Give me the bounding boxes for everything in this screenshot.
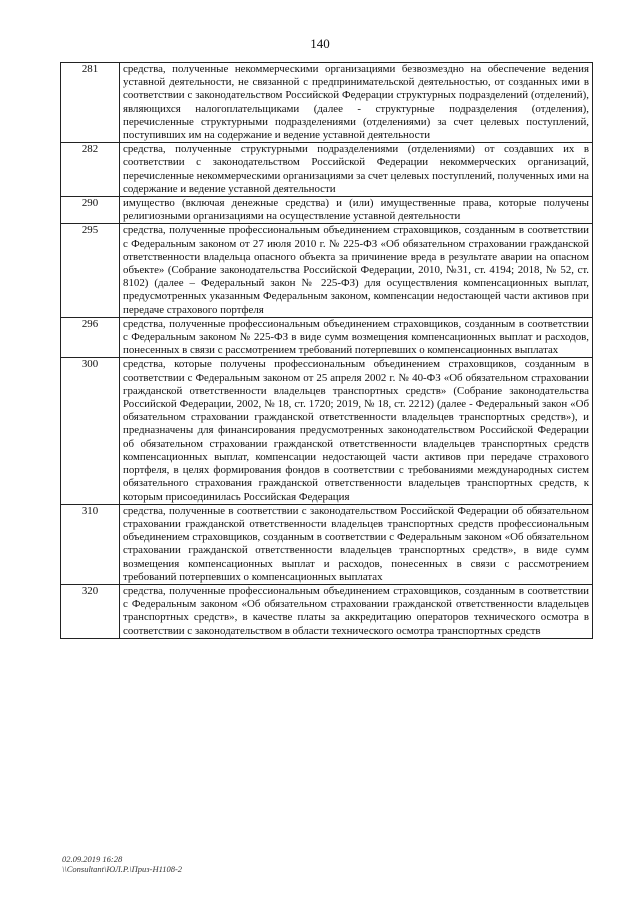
row-code: 281 — [61, 63, 120, 143]
row-code: 282 — [61, 143, 120, 197]
table-row — [61, 504, 593, 584]
row-description: средства, которые получены профессиональным объединением страховщиков, созданным в соответствии с Федеральным законом от 25 апреля 2002 г. № 40-ФЗ «Об обязательном страховании гражданской ответственности владельцев транспортных средств» (Собрание законодательства Российской Федерации, 2002, № 18, ст. 1720; 2019, № 18, ст. 2212) (далее - Федеральный закон «Об обязательном страховании гражданской ответственности владельцев транспортных средств»), и предназначены для финансирования предусмотренных законодательством Российской Федерации об обязательном страховании гражданской ответственности владельцев транспортных средств компенсационных выплат, компенсации недостающей части активов при передаче страхового портфеля, в целях формирования фондов в соответствии с требованиями международных систем обязательного страхования гражданской ответственности владельцев транспортных средств, к которым присоединилась Российская Федерация — [120, 358, 593, 504]
footer-timestamp: 02.09.2019 16:28 — [62, 854, 123, 864]
income-codes-body — [61, 63, 593, 639]
row-description: средства, полученные профессиональным объединением страховщиков, созданным в соответствии с Федеральным законом «Об обязательном страховании гражданской ответственности владельцев транспортных средств», в качестве платы за аккредитацию операторов технического осмотра в соответствии с законодательством в области технического осмотра транспортных средств — [120, 584, 593, 638]
row-description: средства, полученные профессиональным объединением страховщиков, созданным в соответствии с Федеральным законом от 27 июля 2010 г. № 225-ФЗ «Об обязательном страховании гражданской ответственности владельца опасного объекта за причинение вреда в результате аварии на опасном объекте» (Собрание законодательства Российской Федерации, 2010, №31, ст. 4194; 2018, № 52, ст. 8102) (далее – Федеральный закон № 225-ФЗ) для осуществления компенсационных выплат, предусмотренных указанным Федеральным законом, компенсации недостающей части активов при передаче страхового портфеля — [120, 224, 593, 317]
table-row — [61, 63, 593, 143]
income-codes-table — [60, 62, 593, 639]
table-row — [61, 197, 593, 224]
table-row — [61, 143, 593, 197]
table-row — [61, 358, 593, 504]
row-code: 300 — [61, 358, 120, 504]
row-code: 320 — [61, 584, 120, 638]
row-code: 310 — [61, 504, 120, 584]
row-description: имущество (включая денежные средства) и (или) имущественные права, которые получены религиозными организациями на осуществление уставной деятельности — [120, 197, 593, 224]
row-code: 290 — [61, 197, 120, 224]
row-code: 296 — [61, 317, 120, 358]
row-description: средства, полученные структурными подразделениями (отделениями) от создавших их в соответствии с законодательством Российской Федерации некоммерческих организаций, перечисленные некоммерческими организациями за счет целевых поступлений, полученных ими на содержание и ведение уставной деятельности — [120, 143, 593, 197]
table-row — [61, 584, 593, 638]
table-row — [61, 317, 593, 358]
row-description: средства, полученные профессиональным объединением страховщиков, созданным в соответствии с Федеральным законом № 225-ФЗ в виде сумм возмещения компенсационных выплат и расходов, понесенных в связи с рассмотрением требований потерпевших о компенсационных выплатах — [120, 317, 593, 358]
page-number: 140 — [310, 36, 330, 51]
document-footer — [62, 854, 182, 874]
table-row — [61, 224, 593, 317]
row-code: 295 — [61, 224, 120, 317]
row-description: средства, полученные в соответствии с законодательством Российской Федерации об обязательном страховании гражданской ответственности владельцев транспортных средств профессиональным объединением страховщиков, созданным в соответствии с Федеральным законом «Об обязательном страховании гражданской ответственности владельцев транспортных средств», в виде сумм возмещения компенсационных выплат и расходов, понесенных в связи с рассмотрением требований потерпевших о компенсационных выплатах — [120, 504, 593, 584]
footer-file-path: \\Consultant\ЮЛ.Р.\Приз-Н1108-2 — [62, 864, 183, 874]
row-description: средства, полученные некоммерческими организациями безвозмездно на обеспечение ведения уставной деятельности, не связанной с предпринимательской деятельностью, от созданных ими в соответствии с законодательством Российской Федерации структурных подразделений (отделений), являющихся налогоплательщиками (далее - структурные подразделения (отделения), перечисленные структурными подразделениями (отделениями) за счет целевых поступлений, поступивших им на содержание и ведение уставной деятельности — [120, 63, 593, 143]
